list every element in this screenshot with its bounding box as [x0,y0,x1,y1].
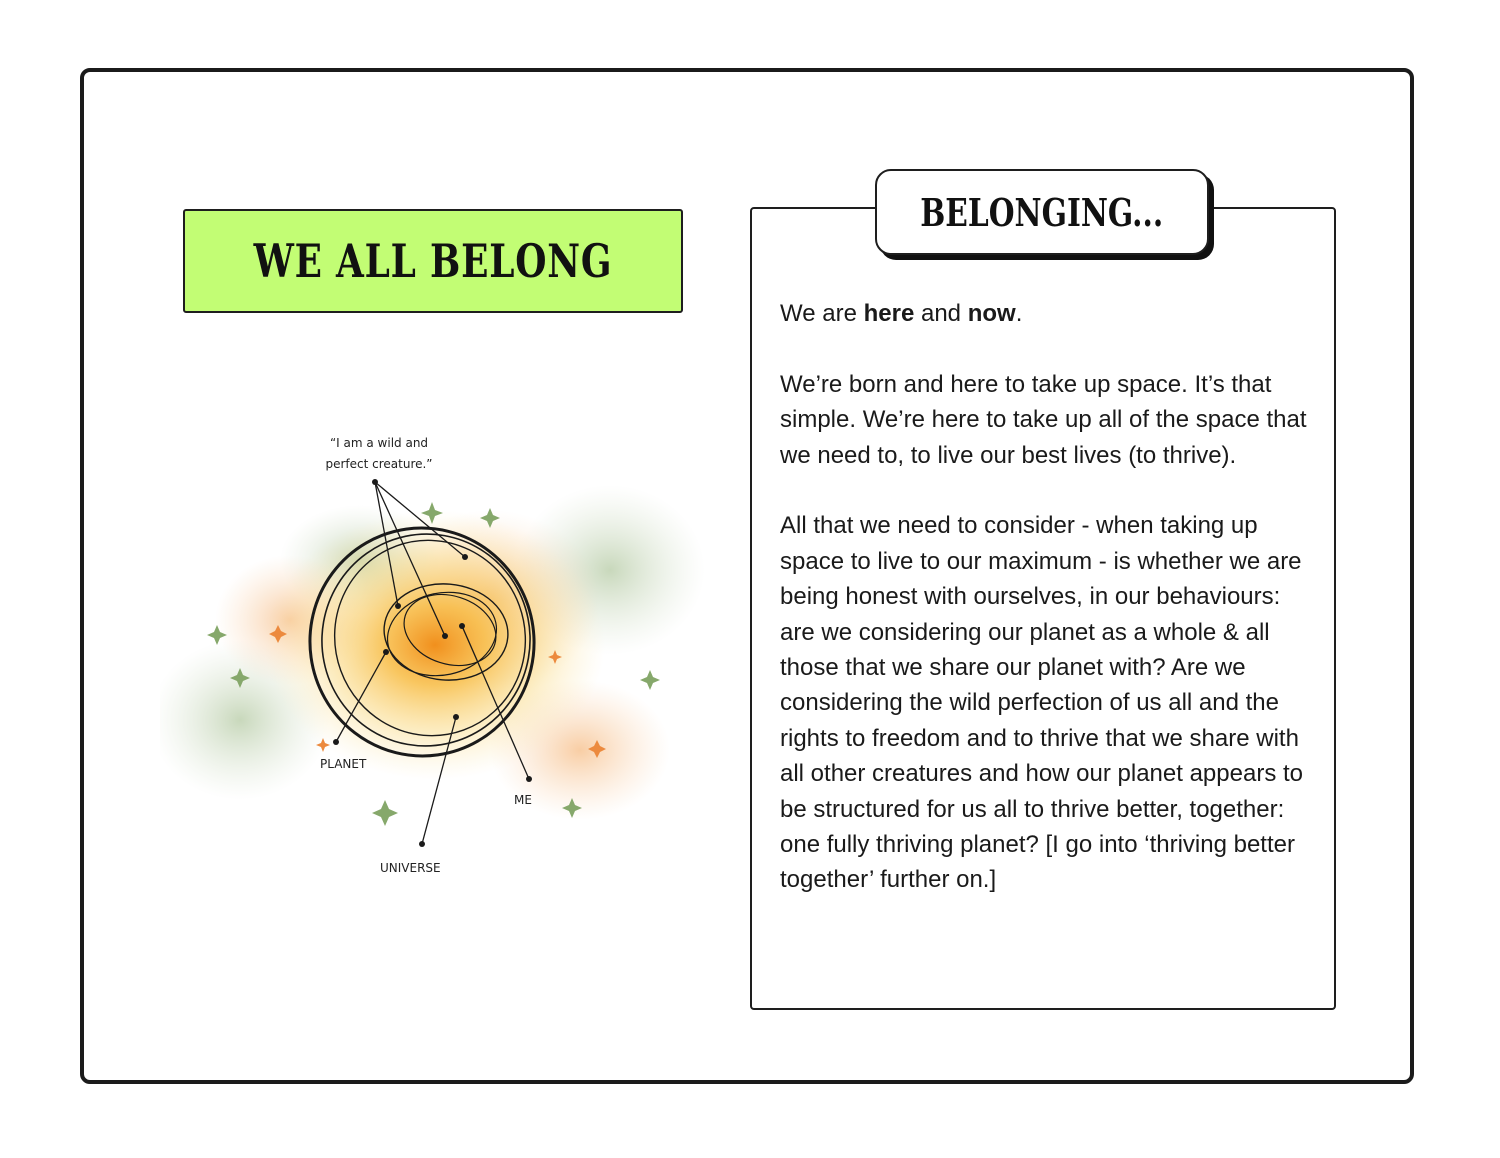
paragraph-1 [780,296,1320,331]
page-title: WE ALL BELONG [253,234,613,288]
paragraph-3: All that we need to consider - when taking up space to live to our maximum - is whether we are being honest with ourselves, in our behaviours: are we considering our planet as a whole & all those that we share our planet with? Are we considering the wild perfection of us all and the rights to freedom and to thrive that we share with all other creatures and how our planet appears to be structured for us all to thrive better, together: one fully thriving planet? [I go into ‘thriving better together’ further on.] [780,512,1303,894]
quote-line-1: “I am a wild and [329,436,429,450]
paragraph-2: We’re born and here to take up space. It’s that simple. We’re here to take up all of the space that we need to, to live our best lives (to thrive). [780,370,1307,469]
belonging-diagram [160,420,720,900]
nebula-background [160,485,705,820]
title-banner [183,209,683,313]
p1-bold-here: here [863,300,915,327]
label-universe: UNIVERSE [380,861,441,875]
p1-text-b: and [914,300,968,327]
p1-bold-now: now [967,300,1016,327]
p1-text-c: . [1015,300,1023,327]
body-text [780,296,1320,933]
section-tab [875,169,1209,255]
label-planet: PLANET [320,757,367,771]
p1-text-a: We are [780,300,864,327]
quote-line-2: perfect creature.” [325,457,433,471]
section-title: BELONGING... [920,189,1164,235]
label-me: ME [514,793,532,807]
